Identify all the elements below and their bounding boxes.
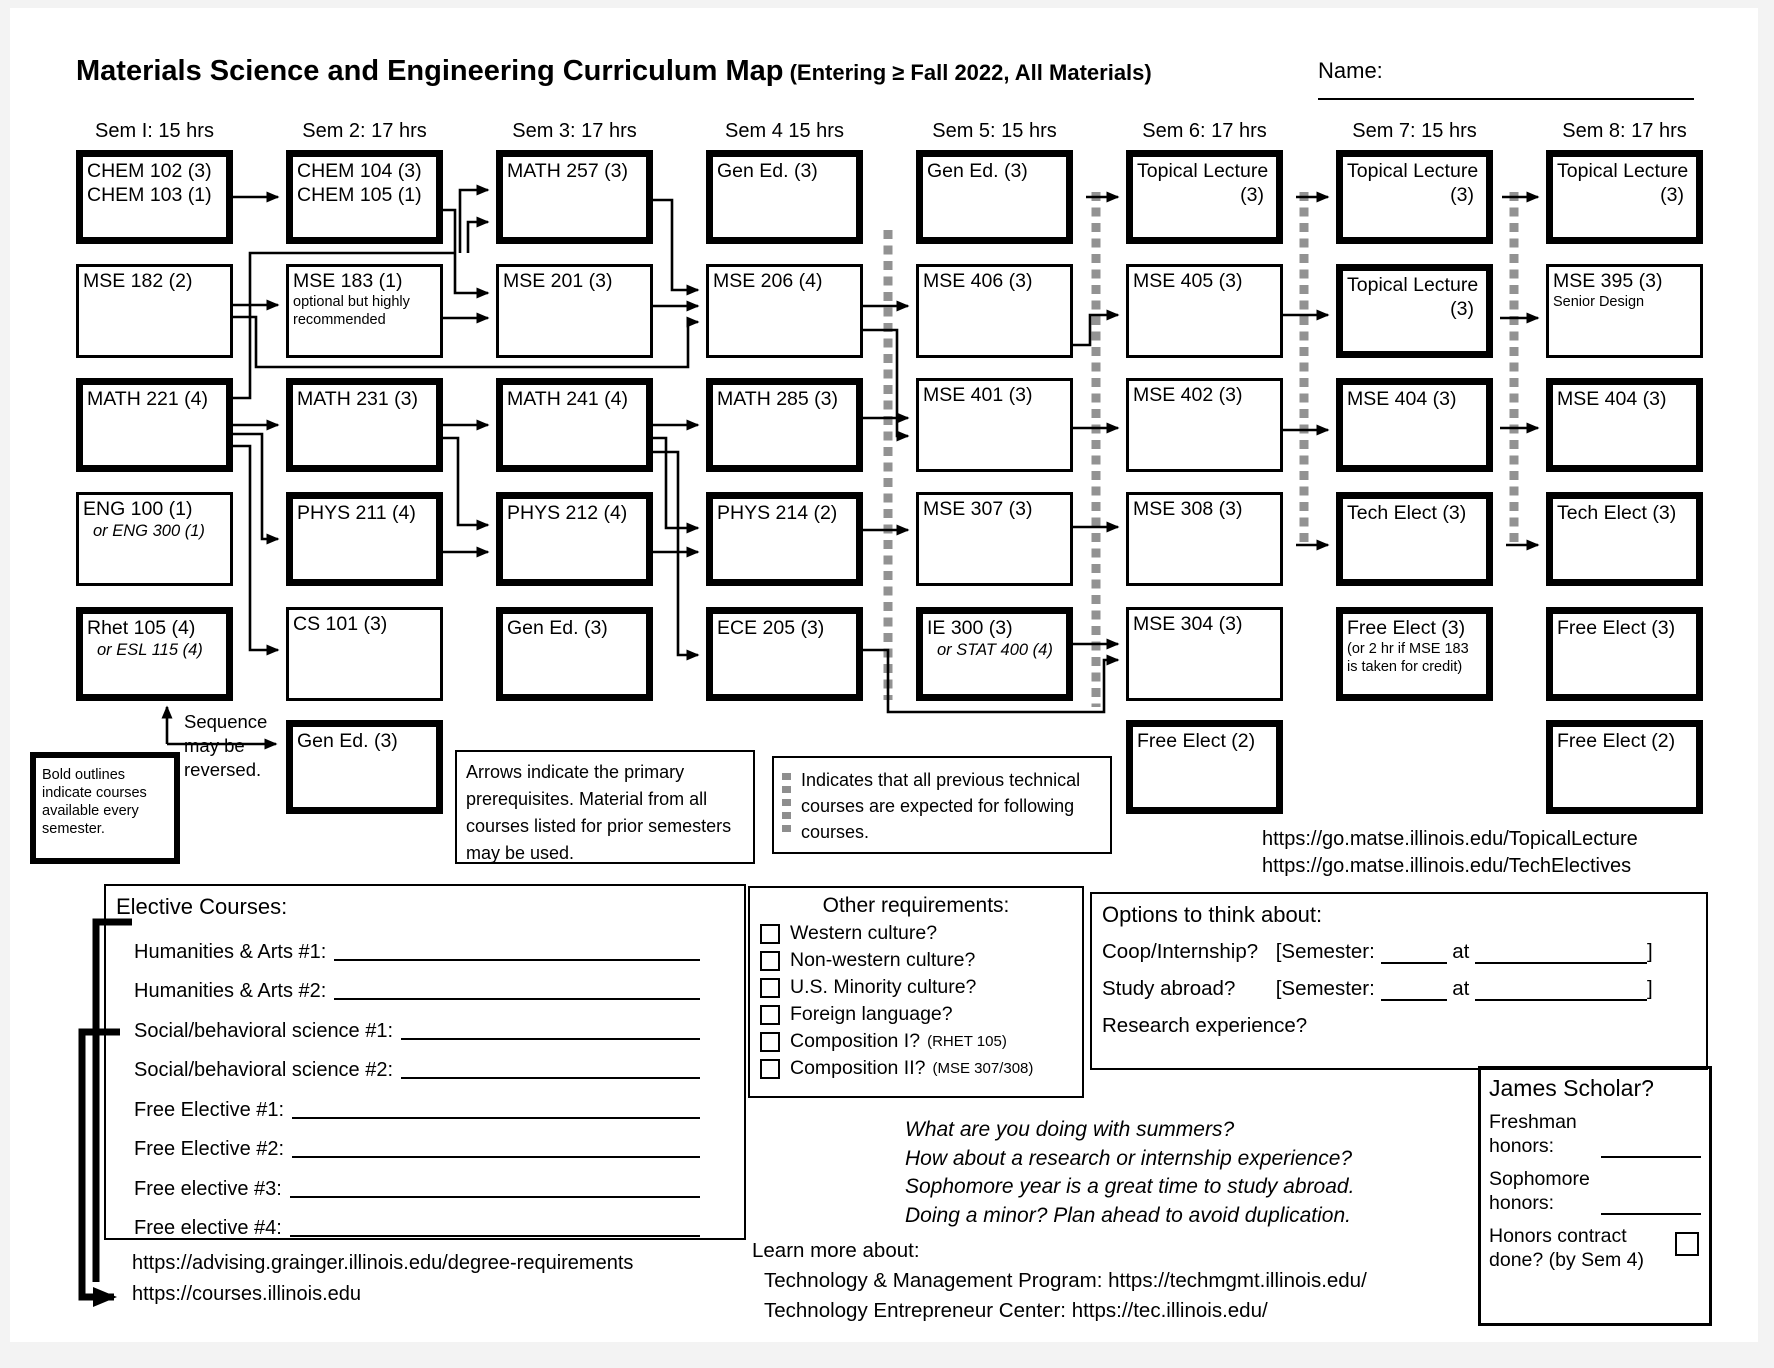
course-line: Gen Ed. (3): [717, 160, 818, 182]
course-line: MATH 285 (3): [717, 388, 838, 410]
requirement-row: [760, 949, 1082, 972]
option-close-bracket: ]: [1647, 977, 1653, 1000]
course-box-eng-100: [76, 492, 233, 586]
course-line: MSE 402 (3): [1133, 384, 1243, 406]
course-box-mse-401: [916, 378, 1073, 472]
requirement-row: [760, 922, 1082, 945]
name-label: Name:: [1318, 58, 1383, 83]
course-line: Topical Lecture: [1137, 160, 1269, 182]
page-title: Materials Science and Engineering Curriculum Map (Entering ≥ Fall 2022, All Materials): [76, 55, 1152, 87]
course-box-gen-ed-sem4: [706, 150, 863, 244]
summer-question: Sophomore year is a great time to study abroad.: [905, 1175, 1355, 1198]
matse-links: [1262, 826, 1638, 880]
course-line: or ENG 300 (1): [93, 522, 205, 540]
summer-questions: [905, 1116, 1354, 1230]
elective-fill-line-3[interactable]: [401, 1018, 700, 1040]
course-line: Free Elect (3): [1347, 617, 1466, 639]
course-box-mse-206: [706, 264, 863, 358]
option-semester-blank[interactable]: [1381, 944, 1447, 964]
matse-link-2[interactable]: https://go.matse.illinois.edu/TechElectives: [1262, 855, 1632, 877]
requirement-checkbox-5[interactable]: [760, 1032, 780, 1052]
honors-contract-checkbox[interactable]: [1675, 1232, 1699, 1256]
course-line: MSE 307 (3): [923, 498, 1033, 520]
course-line: MSE 183 (1): [293, 270, 403, 292]
bold-outline-note: Bold outlines indicate courses available every semester.: [30, 752, 180, 864]
course-box-free-elect-3-sem8: [1546, 607, 1703, 701]
learn-more-section: [752, 1236, 1367, 1326]
course-line: is taken for credit): [1347, 659, 1463, 675]
option-semester-label: [Semester:: [1270, 977, 1381, 1000]
elective-row: [134, 1043, 744, 1083]
course-box-gen-ed-sem5: [916, 150, 1073, 244]
course-box-phys-211: [286, 492, 443, 586]
requirement-label: Western culture?: [790, 922, 938, 944]
course-line: (3): [1450, 184, 1474, 206]
course-box-math-257: [496, 150, 653, 244]
course-box-math-221: [76, 378, 233, 472]
learn-more-link[interactable]: https://tec.illinois.edu/: [1071, 1299, 1268, 1322]
option-place-blank[interactable]: [1475, 944, 1647, 964]
course-line: MSE 182 (2): [83, 270, 193, 292]
option-at-label: at: [1446, 977, 1476, 1000]
course-line: or STAT 400 (4): [937, 641, 1053, 659]
course-box-mse-404-sem7: [1336, 378, 1493, 472]
degree-requirement-links: [132, 1248, 633, 1310]
requirement-label: Composition I?: [790, 1030, 921, 1052]
course-line: MSE 308 (3): [1133, 498, 1243, 520]
elective-row: [134, 1201, 744, 1241]
course-line: MATH 231 (3): [297, 388, 418, 410]
course-line: MSE 406 (3): [923, 270, 1033, 292]
course-box-mse-201: [496, 264, 653, 358]
course-box-topical-lecture-sem6: [1126, 150, 1283, 244]
elective-fill-line-2[interactable]: [334, 978, 700, 1000]
course-box-mse-395: [1546, 264, 1703, 358]
james-row-label: Freshman: [1489, 1111, 1577, 1133]
course-line: Senior Design: [1553, 294, 1645, 310]
elective-fill-line-7[interactable]: [290, 1176, 700, 1198]
course-box-phys-214: [706, 492, 863, 586]
course-line: MSE 401 (3): [923, 384, 1033, 406]
course-box-math-285: [706, 378, 863, 472]
course-box-phys-212: [496, 492, 653, 586]
james-scholar-box: [1478, 1066, 1712, 1326]
arrows-note: Arrows indicate the primary prerequisites. Material from all courses listed for prior semesters may be used.: [455, 750, 755, 864]
james-fill-line-1[interactable]: [1601, 1134, 1701, 1158]
elective-courses-title: Elective Courses:: [116, 894, 288, 919]
course-line: MATH 221 (4): [87, 388, 208, 410]
course-line: MSE 404 (3): [1557, 388, 1667, 410]
elective-fill-line-4[interactable]: [401, 1057, 700, 1079]
semester-header-2: Sem 2: 17 hrs: [302, 120, 427, 142]
requirement-row: [760, 976, 1082, 999]
course-box-rhet-105: [76, 607, 233, 701]
semester-header-4: Sem 4 15 hrs: [725, 120, 844, 142]
course-line: CS 101 (3): [293, 613, 388, 635]
course-line: Gen Ed. (3): [927, 160, 1028, 182]
elective-label-6: Free Elective #2:: [134, 1138, 285, 1160]
requirement-label: Foreign language?: [790, 1003, 953, 1025]
james-row-label2: honors:: [1489, 1192, 1555, 1214]
options-title: Options to think about:: [1102, 902, 1323, 927]
other-requirements-box: [748, 886, 1084, 1098]
semester-header-7: Sem 7: 15 hrs: [1352, 120, 1477, 142]
requirement-label: Non-western culture?: [790, 949, 976, 971]
course-box-chem-104-105: [286, 150, 443, 244]
james-row-2: [1489, 1167, 1701, 1215]
elective-row: [134, 1161, 744, 1201]
option-row-3: [1102, 1014, 1696, 1038]
james-fill-line-2[interactable]: [1601, 1191, 1701, 1215]
name-input-line[interactable]: [1318, 66, 1694, 100]
course-line: recommended: [293, 312, 386, 328]
course-line: MSE 395 (3): [1553, 270, 1663, 292]
semester-header-5: Sem 5: 15 hrs: [932, 120, 1057, 142]
course-line: PHYS 214 (2): [717, 502, 838, 524]
elective-label-2: Humanities & Arts #2:: [134, 980, 327, 1002]
course-box-tech-elect-sem8: [1546, 492, 1703, 586]
page-frame-top: [0, 0, 1774, 8]
elective-row: [134, 1082, 744, 1122]
course-box-mse-406: [916, 264, 1073, 358]
course-line: PHYS 211 (4): [297, 502, 416, 524]
page-frame-bottom: [0, 1342, 1774, 1368]
elective-row: [134, 1003, 744, 1043]
requirement-label: Composition II?: [790, 1057, 926, 1079]
course-line: MATH 257 (3): [507, 160, 628, 182]
course-box-math-231: [286, 378, 443, 472]
course-line: PHYS 212 (4): [507, 502, 628, 524]
requirement-row: [760, 1057, 1082, 1080]
bottom-left-link-1[interactable]: https://advising.grainger.illinois.edu/degree-requirements: [132, 1252, 634, 1274]
learn-more-label: Technology & Management Program:: [764, 1269, 1109, 1292]
course-box-topical-lecture-sem7a: [1336, 150, 1493, 244]
course-line: Rhet 105 (4): [87, 617, 196, 639]
course-line: MSE 404 (3): [1347, 388, 1457, 410]
course-line: Topical Lecture: [1347, 160, 1479, 182]
course-line: optional but highly: [293, 294, 410, 310]
elective-fill-line-8[interactable]: [290, 1215, 700, 1237]
semester-header-3: Sem 3: 17 hrs: [512, 120, 637, 142]
elective-label-4: Social/behavioral science #2:: [134, 1059, 394, 1081]
requirement-checkbox-2[interactable]: [760, 951, 780, 971]
course-box-mse-304: [1126, 607, 1283, 701]
elective-label-3: Social/behavioral science #1:: [134, 1019, 394, 1042]
course-line: Free Elect (2): [1137, 730, 1256, 752]
options-box: [1090, 892, 1708, 1070]
elective-row: [134, 964, 744, 1004]
course-line: Topical Lecture: [1347, 274, 1479, 296]
option-row-2: [1102, 977, 1696, 1001]
course-box-gen-ed-sem3: [496, 607, 653, 701]
course-line: CHEM 102 (3): [87, 160, 212, 182]
course-box-mse-182: [76, 264, 233, 358]
elective-fill-line-6[interactable]: [292, 1136, 700, 1158]
elective-label-5: Free Elective #1:: [134, 1098, 285, 1121]
requirement-row: [760, 1003, 1082, 1026]
requirement-note: (MSE 307/308): [932, 1060, 1034, 1077]
option-close-bracket: ]: [1647, 940, 1653, 963]
requirement-note: (RHET 105): [927, 1033, 1007, 1050]
requirement-checkbox-1[interactable]: [760, 924, 780, 944]
course-box-mse-183: [286, 264, 443, 358]
elective-fill-line-5[interactable]: [292, 1097, 700, 1119]
requirement-row: [760, 1030, 1082, 1053]
course-line: Tech Elect (3): [1557, 502, 1677, 524]
requirement-checkbox-4[interactable]: [760, 1005, 780, 1025]
course-line: (3): [1450, 298, 1474, 320]
course-box-chem-102-103: [76, 150, 233, 244]
elective-fill-line-1[interactable]: [334, 939, 700, 961]
learn-more-link[interactable]: https://techmgmt.illinois.edu/: [1108, 1269, 1367, 1292]
course-line: MSE 206 (4): [713, 270, 823, 292]
course-box-cs-101: [286, 607, 443, 701]
course-line: MSE 405 (3): [1133, 270, 1243, 292]
elective-row: [134, 1122, 744, 1162]
course-line: ENG 100 (1): [83, 498, 193, 520]
page-frame-right: [1758, 0, 1774, 1368]
course-line: Free Elect (2): [1557, 730, 1676, 752]
summer-question: Doing a minor? Plan ahead to avoid duplication.: [905, 1203, 1351, 1227]
course-line: or ESL 115 (4): [97, 641, 203, 659]
course-line: Topical Lecture: [1557, 160, 1689, 182]
elective-label-1: Humanities & Arts #1:: [134, 940, 327, 963]
page-frame-left: [0, 0, 10, 1368]
course-box-topical-lecture-sem8: [1546, 150, 1703, 244]
course-box-mse-404-sem8: [1546, 378, 1703, 472]
course-box-tech-elect-sem7: [1336, 492, 1493, 586]
course-line: CHEM 105 (1): [297, 184, 422, 206]
course-line: Free Elect (3): [1557, 617, 1676, 639]
james-scholar-title: James Scholar?: [1489, 1075, 1654, 1101]
option-label: Research experience?: [1102, 1014, 1308, 1037]
elective-row: [134, 924, 744, 964]
course-line: Tech Elect (3): [1347, 502, 1467, 524]
honors-contract-row: [1489, 1224, 1701, 1272]
option-place-blank[interactable]: [1475, 981, 1647, 1001]
summer-question: What are you doing with summers?: [905, 1118, 1235, 1141]
semester-header-1: Sem I: 15 hrs: [95, 120, 214, 142]
requirement-label: U.S. Minority culture?: [790, 976, 977, 998]
option-label: Study abroad?: [1102, 977, 1236, 1000]
learn-more-label: Technology Entrepreneur Center:: [764, 1299, 1072, 1322]
course-line: Gen Ed. (3): [297, 730, 398, 752]
elective-label-7: Free elective #3:: [134, 1177, 282, 1200]
other-requirements-title: Other requirements:: [822, 894, 1010, 917]
course-line: (3): [1240, 184, 1264, 206]
course-line: (or 2 hr if MSE 183: [1347, 641, 1469, 657]
course-box-mse-402: [1126, 378, 1283, 472]
matse-link-1[interactable]: https://go.matse.illinois.edu/TopicalLecture: [1262, 828, 1638, 850]
dashed-line-icon: [782, 773, 791, 835]
course-line: IE 300 (3): [927, 617, 1013, 639]
james-row-1: [1489, 1110, 1701, 1158]
summer-question: How about a research or internship experience?: [905, 1146, 1353, 1170]
course-box-free-elect-2-sem8: [1546, 720, 1703, 814]
course-box-mse-307: [916, 492, 1073, 586]
course-box-gen-ed-sem2: [286, 720, 443, 814]
requirement-checkbox-3[interactable]: [760, 978, 780, 998]
course-line: CHEM 104 (3): [297, 160, 422, 182]
honors-contract-label: Honors contract done? (by Sem 4): [1489, 1225, 1645, 1271]
learn-more-title: Learn more about:: [752, 1239, 920, 1262]
requirement-checkbox-6[interactable]: [760, 1059, 780, 1079]
course-box-math-241: [496, 378, 653, 472]
course-line: (3): [1660, 184, 1684, 206]
sequence-note: Sequence may be reversed.: [184, 711, 268, 780]
option-at-label: at: [1446, 940, 1476, 963]
learn-more-item-1: [764, 1266, 1367, 1296]
semester-header-6: Sem 6: 17 hrs: [1142, 120, 1267, 142]
course-line: Gen Ed. (3): [507, 617, 608, 639]
james-row-label2: honors:: [1489, 1135, 1555, 1157]
course-line: CHEM 103 (1): [87, 184, 212, 206]
course-box-ece-205: [706, 607, 863, 701]
dashed-line-note: Indicates that all previous technical courses are expected for following courses.: [772, 756, 1112, 854]
course-box-topical-lecture-sem7b: [1336, 264, 1493, 358]
course-box-free-elect-3-sem7: [1336, 607, 1493, 701]
bottom-left-link-2[interactable]: https://courses.illinois.edu: [132, 1283, 362, 1305]
page-subtitle: (Entering ≥ Fall 2022, All Materials): [783, 60, 1152, 85]
option-semester-blank[interactable]: [1381, 981, 1447, 1001]
course-line: MSE 201 (3): [503, 270, 613, 292]
james-row-label: Sophomore: [1489, 1168, 1590, 1190]
course-box-mse-308: [1126, 492, 1283, 586]
course-line: MATH 241 (4): [507, 388, 628, 410]
course-line: ECE 205 (3): [717, 617, 825, 639]
course-box-free-elect-2-sem6: [1126, 720, 1283, 814]
semester-header-8: Sem 8: 17 hrs: [1562, 120, 1687, 142]
elective-label-8: Free elective #4:: [134, 1217, 282, 1239]
course-box-ie-300: [916, 607, 1073, 701]
course-line: MSE 304 (3): [1133, 613, 1243, 635]
option-semester-label: [Semester:: [1270, 940, 1381, 963]
learn-more-item-2: [764, 1296, 1367, 1326]
option-row-1: [1102, 940, 1696, 964]
course-box-mse-405: [1126, 264, 1283, 358]
option-label: Coop/Internship?: [1102, 940, 1259, 963]
elective-courses-box: [104, 884, 746, 1240]
